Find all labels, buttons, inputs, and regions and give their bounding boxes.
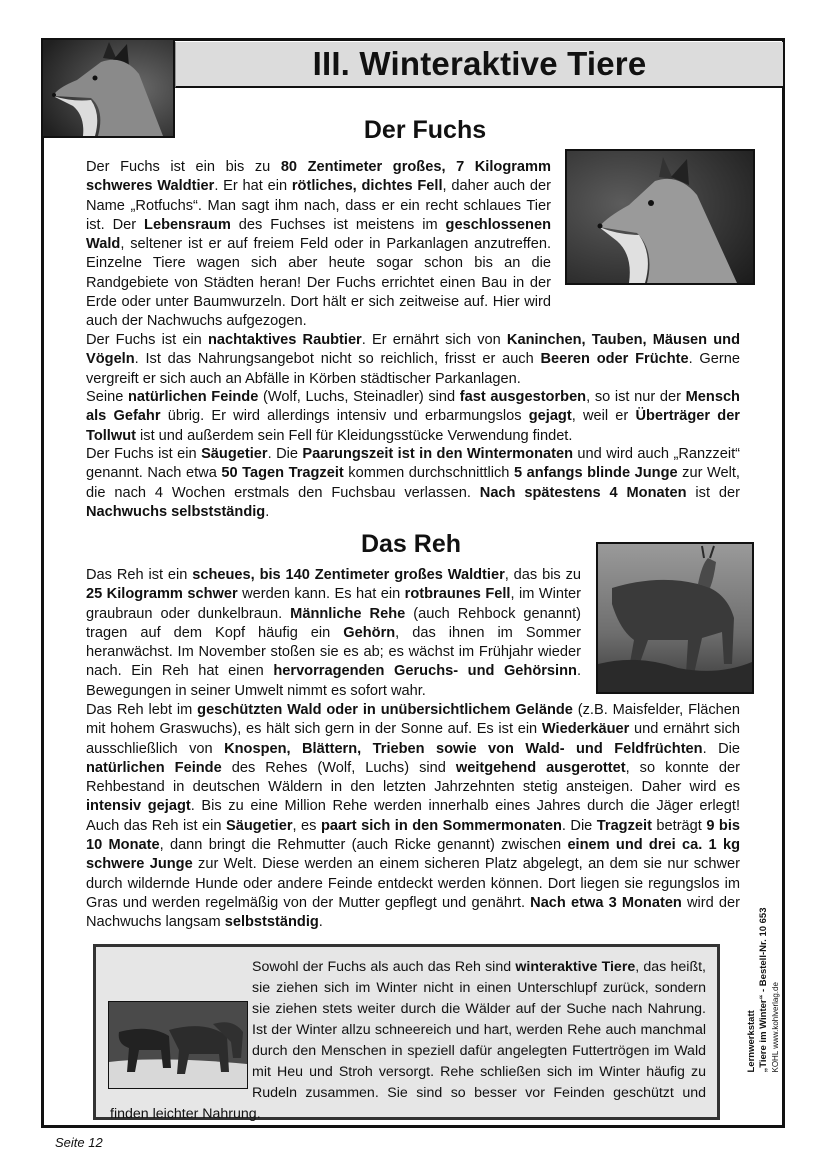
fox-photo [565, 149, 755, 285]
fox-paragraph-2: Der Fuchs ist ein nachtaktives Raubtier. Er ernährt sich von Kaninchen, Tauben, Mäusen und Vögeln. Ist das Nahrungsangebot nicht so reichlich, frisst er auch Beeren oder Früchte. Gerne vergreift er sich auch an Abfälle in Körben städtischer Parkanlagen. [86, 332, 740, 387]
publisher-line-2: „Tiere im Winter“ - Bestell-Nr. 10 653 [758, 907, 769, 1073]
info-box-content: Sowohl der Fuchs als auch das Reh sind winteraktive Tiere, das heißt, sie ziehen sich im Winter nicht in einen Unterschlupf zurück, sondern sie ziehen stets weiter durch die Wälder auf der Suche nach Nahrung. Ist der Winter allzu schneereich und hart, werden Rehe auch manchmal durch den Menschen in speziell dafür angelegten Futtertrögen im Wald mit Heu und Stroh versorgt. Rehe schließen sich im Winter häufig zu Rudeln zusammen. Sie sind so besser vor Feinden geschützt und finden leichter Nahrung. [110, 959, 706, 1122]
fox-heading: Der Fuchs [363, 116, 487, 144]
publisher-logo: KOHL [771, 1051, 780, 1073]
fox-paragraph-4: Der Fuchs ist ein Säugetier. Die Paarungszeit ist in den Wintermonaten und wird auch „Ranzzeit“ genannt. Nach etwa 50 Tagen Tragzeit kommen durchschnittlich 5 anfangs blinde Junge zur Welt, die nach 4 Wochen erstmals den Fuchsbau verlassen. Nach spätestens 4 Monaten ist der Nachwuchs selbstständig. [86, 446, 740, 520]
fox-paragraph-3: Seine natürlichen Feinde (Wolf, Luchs, Steinadler) sind fast ausgestorben, so ist nur der Mensch als Gefahr übrig. Er wird allerdings intensiv und erbarmungslos gejagt, weil er Überträger der Tollwut ist und außerdem sein Fell für Kleidungsstücke Verwendung findet. [86, 389, 740, 444]
title-bar [175, 42, 783, 88]
info-box-text [110, 957, 706, 1125]
info-box [93, 944, 720, 1120]
page-number: Seite 12 [55, 1135, 103, 1150]
publisher-credit [746, 908, 782, 1073]
deer-heading: Das Reh [360, 530, 462, 558]
deer-paragraph-2: Das Reh lebt im geschützten Wald oder in unübersichtlichem Gelände (z.B. Maisfelder, Flächen mit hohem Graswuchs), es hält sich gern in der Sonne auf. Es ist ein Wiederkäuer und ernährt sich ausschließlich von Knospen, Blättern, Trieben sowie von Wald- und Feldfrüchten. Die natürlichen Feinde des Rehes (Wolf, Luchs) sind weitgehend ausgerottet, so konnte der Rehbestand in deutschen Wäldern in den letzten Jahrzehnten stetig ansteigen. Daher wird es intensiv gejagt. Bis zu eine Million Rehe werden innerhalb eines Jahres durch die Jäger erlegt! Auch das Reh ist ein Säugetier, es paart sich in den Sommermonaten. Die Tragzeit beträgt 9 bis 10 Monate, dann bringt die Rehmutter (auch Ricke genannt) zwischen einem und drei ca. 1 kg schwere Junge zur Welt. Diese werden an einem sicheren Platz abgelegt, an dem sie nur schwer durch wildernde Hunde oder andere Feinde entdeckt werden können. Dort liegen sie regungslos im Gras und werden regelmäßig von der Mutter gepflegt und genährt. Nach etwa 3 Monaten wird der Nachwuchs langsam selbstständig. [86, 702, 741, 931]
page-title: III. Winteraktive Tiere [312, 45, 647, 82]
info-box-float [110, 978, 252, 1086]
publisher-line-1: Lernwerkstatt [746, 1010, 757, 1073]
publisher-url: www.kohlverlag.de [771, 982, 780, 1049]
deer-paragraph-1: Das Reh ist ein scheues, bis 140 Zentimeter großes Waldtier, das bis zu 25 Kilogramm schwer werden kann. Es hat ein rotbraunes Fell, im Winter graubraun oder dunkelbraun. Männliche Rehe (auch Rehbock genannt) tragen auf dem Kopf häufig ein Gehörn, das ihnen im Sommer heranwächst. Im November stoßen sie es ab; es wächst im Frühjahr wieder nach. Ein Reh hat einen hervorragenden Geruchs- und Gehörsinn. Bewegungen in seiner Umwelt nimmt es sofort wahr. [86, 567, 582, 699]
fox-paragraph-1: Der Fuchs ist ein bis zu 80 Zentimeter großes, 7 Kilogramm schweres Waldtier. Er hat ein rötliches, dichtes Fell, daher auch der Name „Rotfuchs“. Man sagt ihm nach, dass er ein recht schlaues Tier ist. Der Lebensraum des Fuchses ist meistens im geschlossenen Wald, seltener ist er auf freiem Feld oder in Parkanlagen anzutreffen. Einzelne Tiere wagen sich aber heute sogar schon bis an die Randgebiete von Städten heran! Der Fuchs errichtet einen Bau in der Erde oder unter Baumwurzeln. Dort hält er sich zeitweise auf. Hier wird auch der Nachwuchs aufgezogen. [86, 159, 551, 330]
deer-photo [596, 542, 754, 694]
fox-header-photo [43, 40, 175, 138]
publisher-sidebar [742, 850, 786, 1130]
